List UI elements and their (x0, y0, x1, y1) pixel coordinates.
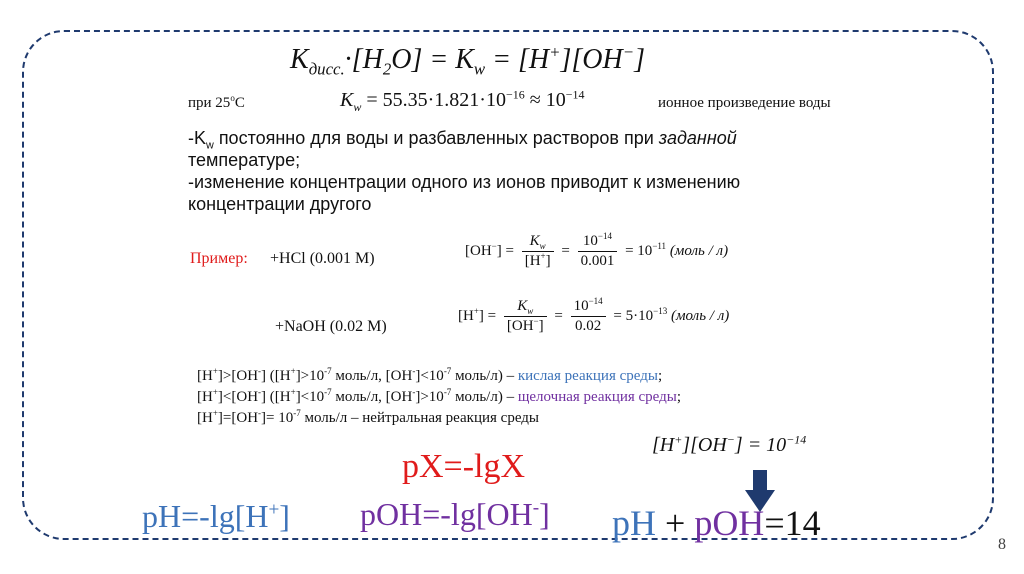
notes-block: $-K_w$ постоянно для воды и разбавленных растворов при заданной температуре; -изменение концентрации одного из ионов приводит к изменению концентрации другого (188, 128, 741, 214)
example1-equation: [OH−] = $\frac{K_w}{[H^+]}$ = $\frac{10^{-14}}{0.001}$ = $10^{-11}$ (моль / л) (465, 231, 729, 269)
acid-condition: [H+]>[OH-] ($[H^+]>10^{-7}$ моль/л, $[OH^-]<10^{-7}$ моль/л) – кислая реакция среды; (197, 366, 663, 384)
example-label: Пример: (190, 250, 248, 267)
poh-formula: pOH=-lg[OH-] (360, 496, 550, 532)
example2-reagent: +NaOH (0.02 M) (275, 318, 387, 335)
base-condition: [H+]<[OH-] ($[H^+]<10^{-7}$ моль/л, $[OH^-]>10^{-7}$ моль/л) – щелочная реакция среды; (197, 387, 682, 405)
px-formula: pX=-lgX (402, 448, 526, 485)
neutral-condition: $[H^+]=[OH^-]= 10^{-7}$ моль/л – нейтральная реакция среды (197, 408, 539, 426)
temperature-label: при $25^оC$ (188, 93, 245, 111)
example2-equation: [H+] = $\frac{K_w}{[OH^-]}$ = $\frac{10^{-14}}{0.02}$ = $5\cdot 10^{-13}$ (моль / л) (458, 296, 730, 334)
main-formula: $K_{дисс.}\cdot[H_2O] = K_w = [H^+][OH^-]$ (290, 42, 645, 79)
ion-product-equation: $[H^+][OH^-] = 10^{-14}$ (652, 432, 807, 456)
ph-poh-sum: pH + pOH=14 (612, 503, 821, 543)
example1-reagent: +HCl (0.001 M) (270, 250, 375, 267)
conditions-block (197, 366, 681, 429)
page-number: 8 (998, 536, 1006, 553)
ionic-product-label: ионное произведение воды (658, 95, 831, 111)
kw-value-formula: $K_w = 55.35\cdot 1.821\cdot 10^{-16} \approx 10^{-14}$ (340, 87, 585, 114)
ph-formula: pH=-lg[H+] (142, 498, 290, 534)
